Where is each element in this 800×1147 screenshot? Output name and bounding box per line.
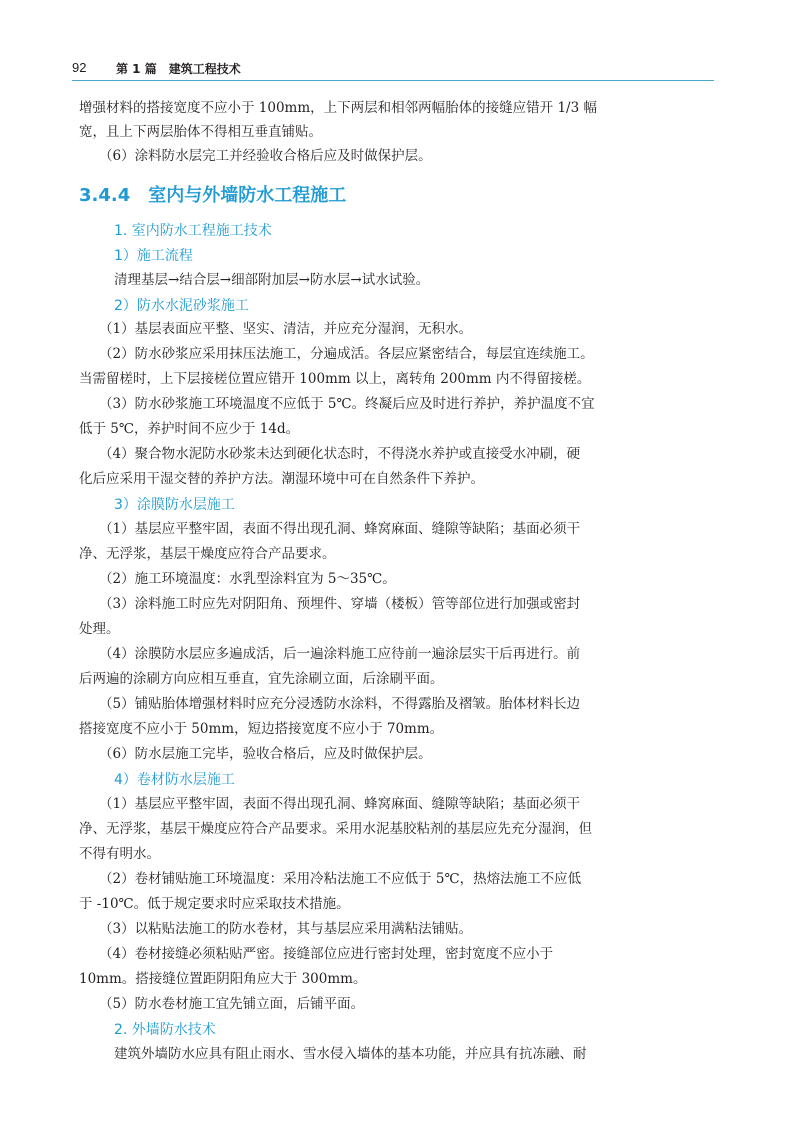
item-heading: 1）施工流程	[114, 248, 193, 264]
paragraph-line: （2）防水砂浆应采用抹压法施工，分遍成活。各层应紧密结合，每层宜连续施工。	[99, 346, 594, 362]
paragraph-line: （3）以粘贴法施工的防水卷材，其与基层应采用满粘法铺贴。	[99, 921, 473, 937]
paragraph-line: （3）防水砂浆施工环境温度不应低于 5℃。终凝后应及时进行养护，养护温度不宜	[99, 396, 595, 412]
paragraph-line: （6）防水层施工完毕，验收合格后，应及时做保护层。	[99, 746, 432, 762]
paragraph-line: （4）聚合物水泥防水砂浆未达到硬化状态时，不得浇水养护或直接受水冲刷，硬	[99, 446, 581, 462]
paragraph-line: 净、无浮浆，基层干燥度应符合产品要求。采用水泥基胶粘剂的基层应先充分湿润，但	[79, 821, 592, 837]
page-number: 92	[72, 60, 87, 75]
paragraph-line: （5）铺贴胎体增强材料时应充分浸透防水涂料，不得露胎及褶皱。胎体材料长边	[99, 696, 581, 712]
paragraph-line: （5）防水卷材施工宜先铺立面，后铺平面。	[99, 996, 365, 1012]
section-heading: 3.4.4 室内与外墙防水工程施工	[79, 185, 347, 206]
paragraph-line: （1）基层应平整牢固，表面不得出现孔洞、蜂窝麻面、缝隙等缺陷；基面必须干	[99, 796, 581, 812]
paragraph-line: 净、无浮浆，基层干燥度应符合产品要求。	[79, 546, 336, 562]
paragraph-line: 10mm。搭接缝位置距阴阳角应大于 300mm。	[79, 971, 367, 987]
paragraph-line: 清理基层→结合层→细部附加层→防水层→试水试验。	[114, 272, 430, 288]
paragraph-line: （2）卷材铺贴施工环境温度：采用冷粘法施工不应低于 5℃，热熔法施工不应低	[99, 871, 582, 887]
paragraph-line: 当需留槎时，上下层接槎位置应错开 100mm 以上，离转角 200mm 内不得留接槎。	[79, 371, 591, 387]
header-rule	[72, 80, 714, 81]
paragraph-line: 增强材料的搭接宽度不应小于 100mm，上下两层和相邻两幅胎体的接缝应错开 1/3 幅	[79, 100, 597, 116]
subsection-heading: 1. 室内防水工程施工技术	[114, 223, 272, 239]
paragraph-line: 低于 5℃，养护时间不应少于 14d。	[79, 421, 300, 437]
paragraph-line: 宽，且上下两层胎体不得相互垂直铺贴。	[79, 124, 322, 140]
paragraph-line: （3）涂料施工时应先对阴阳角、预埋件、穿墙（楼板）管等部位进行加强或密封	[99, 596, 581, 612]
page-header	[72, 58, 714, 82]
paragraph-line: 后两遍的涂刷方向应相互垂直，宜先涂刷立面，后涂刷平面。	[79, 671, 444, 687]
paragraph-line: 不得有明水。	[79, 846, 160, 862]
subsection-heading: 2. 外墙防水技术	[114, 1022, 216, 1038]
paragraph-line: 于 -10℃。低于规定要求时应采取技术措施。	[79, 896, 350, 912]
paragraph-line: （6）涂料防水层完工并经验收合格后应及时做保护层。	[99, 148, 432, 164]
paragraph-line: （1）基层应平整牢固，表面不得出现孔洞、蜂窝麻面、缝隙等缺陷；基面必须干	[99, 521, 581, 537]
paragraph-line: （4）卷材接缝必须粘贴严密。接缝部位应进行密封处理，密封宽度不应小于	[99, 946, 554, 962]
paragraph-line: 建筑外墙防水应具有阻止雨水、雪水侵入墙体的基本功能，并应具有抗冻融、耐	[114, 1046, 587, 1062]
item-heading: 3）涂膜防水层施工	[114, 497, 235, 513]
paragraph-line: （1）基层表面应平整、坚实、清洁，并应充分湿润，无积水。	[99, 321, 473, 337]
chapter-title: 第 1 篇 建筑工程技术	[116, 62, 241, 76]
item-heading: 2）防水水泥砂浆施工	[114, 298, 249, 314]
paragraph-line: （4）涂膜防水层应多遍成活，后一遍涂料施工应待前一遍涂层实干后再进行。前	[99, 646, 581, 662]
paragraph-line: （2）施工环境温度：水乳型涂料宜为 5～35℃。	[99, 571, 396, 587]
paragraph-line: 化后应采用干湿交替的养护方法。潮湿环境中可在自然条件下养护。	[79, 471, 484, 487]
paragraph-line: 搭接宽度不应小于 50mm，短边搭接宽度不应小于 70mm。	[79, 721, 444, 737]
item-heading: 4）卷材防水层施工	[114, 772, 235, 788]
paragraph-line: 处理。	[79, 621, 120, 637]
